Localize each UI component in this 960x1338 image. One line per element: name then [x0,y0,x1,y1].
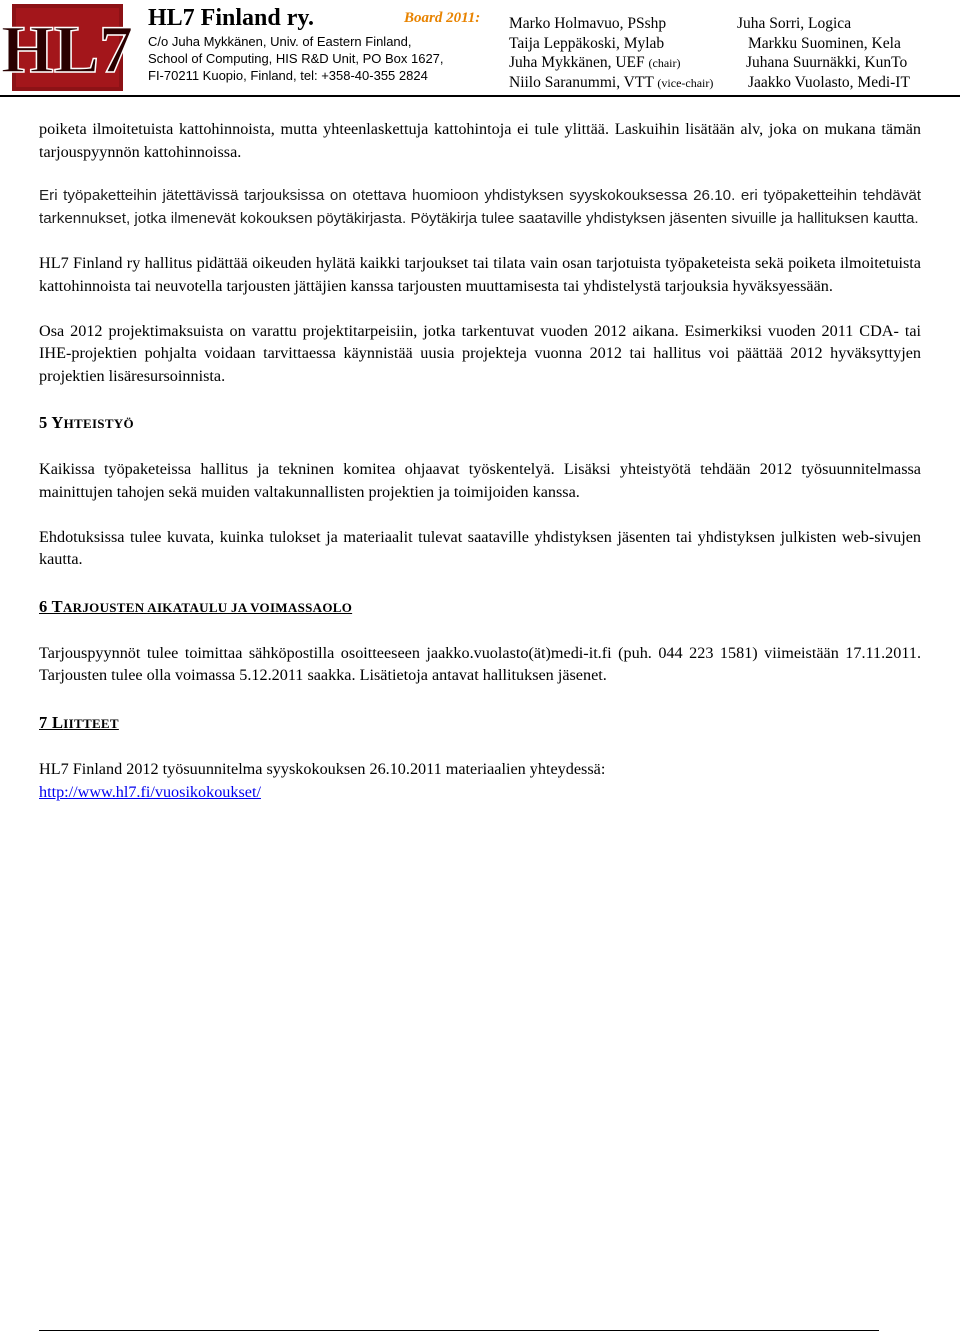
address-line-1: C/o Juha Mykkänen, Univ. of Eastern Finland, [148,34,412,49]
board-member: Juha Mykkänen, UEF (chair) [509,54,681,71]
paragraph: Osa 2012 projektimaksuista on varattu projektitarpeisiin, jotka tarkentuvat vuoden 2012 aikana. Esimerkiksi vuoden 2011 CDA- tai IHE-projektien pohjalta voidaan tarvittaessa käynnistää uusia projekteja vuonna 2012 tai hallitus voi päättää 2012 hyväksyttyjen projektien lisäresursoinnista. [39,321,921,385]
paragraph: Kaikissa työpaketeissa hallitus ja tekninen komitea ohjaavat työskentelyä. Lisäksi yhteistyötä tehdään 2012 työsuunnitelmassa mainittujen tahojen sekä muiden valtakunnallisten projektien ja toimijoiden kanssa. [39,460,921,501]
paragraph: poiketa ilmoitetuista kattohinnoista, mutta yhteenlaskettuja kattohintoja ei tule ylittää. Laskuihin lisätään alv, joka on mukana tämän tarjouspyynnön kattohinnoissa. [39,120,921,161]
board-member: Markku Suominen, Kela [748,35,901,52]
section-heading-6: 6 TARJOUSTEN AIKATAULU JA VOIMASSAOLO [39,596,353,616]
hl7-logo-icon [0,2,134,93]
footnote-divider [39,1330,879,1331]
paragraph: HL7 Finland ry hallitus pidättää oikeuden hylätä kaikki tarjoukset tai tilata vain osan tarjotuista työpaketeista sekä poiketa ilmoitetuista kattohinnoista tai neuvotella tarjousten jättäjien kanssa tarjousten muuttamisesta tai yhdistelystä tarjouksia hyväksyessään. [39,254,921,295]
chair-role-label: (chair) [648,56,681,70]
document-body [39,118,921,803]
vice-chair-role-label: (vice-chair) [657,76,714,90]
paragraph: HL7 Finland 2012 työsuunnitelma syyskokouksen 26.10.2011 materiaalien yhteydessä: http://www.hl7.fi/vuosikokoukset/ [39,759,606,801]
board-member: Niilo Saranummi, VTT (vice-chair) [509,74,714,91]
organization-title: HL7 Finland ry. [148,5,315,31]
board-member: Juhana Suurnäkki, KunTo [746,54,908,71]
section-heading-7: 7 LIITTEET [39,712,119,732]
board-label: Board 2011: [404,10,481,26]
board-member: Jaakko Vuolasto, Medi-IT [748,74,910,91]
letterhead [0,0,960,98]
section-heading-5: 5 YHTEISTYÖ [39,413,134,433]
svg-text:HL7: HL7 [0,11,134,87]
board-member: Taija Leppäkoski, Mylab [509,35,665,52]
paragraph: Ehdotuksissa tulee kuvata, kuinka tulokset ja materiaalit tulevat saataville yhdistyksen jäsenten tai yhdistyksen julkisten web-sivujen kautta. [39,527,921,569]
header-divider [0,95,960,97]
board-member: Marko Holmavuo, PSshp [509,15,667,32]
address-line-2: School of Computing, HIS R&D Unit, PO Box 1627, [148,51,444,66]
vuosikokoukset-link[interactable]: http://www.hl7.fi/vuosikokoukset/ [39,782,261,801]
paragraph: Eri työpaketteihin jätettävissä tarjouksissa on otettava huomioon yhdistyksen syyskokouksessa 26.10. eri työpaketteihin tehdävät tarkennukset, jotka ilmenevät kokouksen pöytäkirjasta. Pöytäkirja tulee saataville yhdistyksen jäsenten sivuille ja hallituksen kautta. [39,187,921,227]
board-member: Juha Sorri, Logica [737,15,852,32]
address-line-3: FI-70211 Kuopio, Finland, tel: +358-40-355 2824 [148,68,428,83]
paragraph: Tarjouspyynnöt tulee toimittaa sähköpostilla osoitteeseen jaakko.vuolasto(ät)medi-it.fi (puh. 044 223 1581) viimeistään 17.11.2011. Tarjousten tulee olla voimassa 5.12.2011 saakka. Lisätietoja antavat hallituksen jäsenet. [39,643,921,685]
